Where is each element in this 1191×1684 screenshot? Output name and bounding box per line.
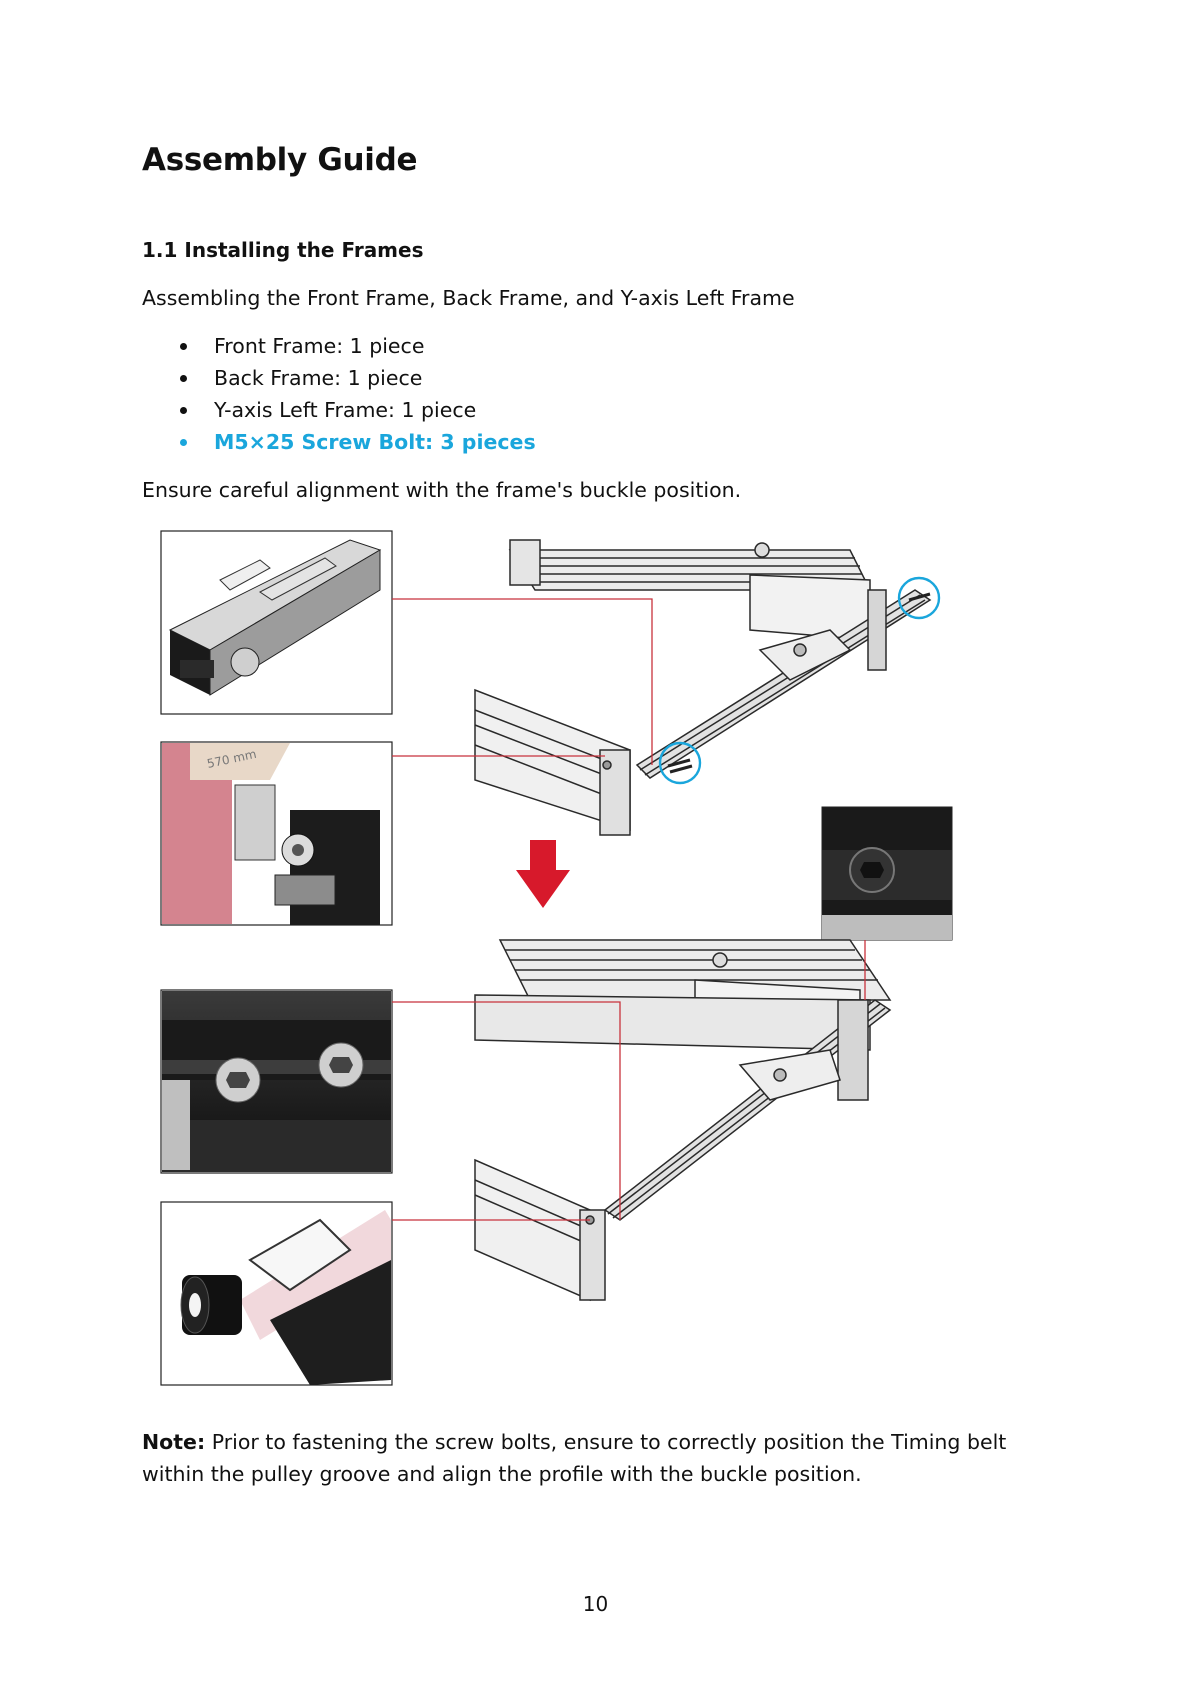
note-text: Prior to fastening the screw bolts, ensure to correctly position the Timing belt within the pulley groove and align the profile with the buckle position. (142, 1430, 1007, 1486)
assembly-figure (150, 520, 1050, 1410)
alignment-instruction: Ensure careful alignment with the frame's buckle position. (142, 478, 742, 502)
detail-photo-profile-end (161, 531, 392, 714)
part-screw-bolt: M5×25 Screw Bolt: 3 pieces (214, 430, 536, 454)
section-intro: Assembling the Front Frame, Back Frame, and Y-axis Left Frame (142, 286, 795, 310)
parts-list (142, 330, 536, 458)
part-front-frame: Front Frame: 1 piece (214, 334, 425, 358)
page-title: Assembly Guide (142, 142, 418, 178)
part-y-axis-left-frame: Y-axis Left Frame: 1 piece (214, 398, 477, 422)
leader-lines (392, 599, 865, 1220)
bullet-icon (180, 407, 187, 414)
section-heading: 1.1 Installing the Frames (142, 238, 424, 262)
detail-photo-hex-bolts (161, 990, 392, 1173)
detail-photo-bolt-closeup (822, 807, 952, 940)
list-item (142, 426, 536, 458)
list-item (142, 362, 536, 394)
bullet-icon (180, 343, 187, 350)
detail-photo-pulley (161, 1202, 392, 1385)
down-arrow-icon (516, 840, 570, 908)
note-paragraph (142, 1426, 1042, 1490)
list-item (142, 330, 536, 362)
bullet-icon (180, 375, 187, 382)
machine-drawing-after (475, 940, 890, 1300)
part-back-frame: Back Frame: 1 piece (214, 366, 423, 390)
machine-drawing-before (475, 540, 930, 835)
detail-photo-corner-570mm (161, 742, 392, 925)
page-number: 10 (582, 1592, 609, 1616)
bullet-icon (180, 439, 187, 446)
note-label: Note: (142, 1430, 206, 1454)
ruler-label: 570 mm (205, 746, 258, 771)
list-item (142, 394, 536, 426)
